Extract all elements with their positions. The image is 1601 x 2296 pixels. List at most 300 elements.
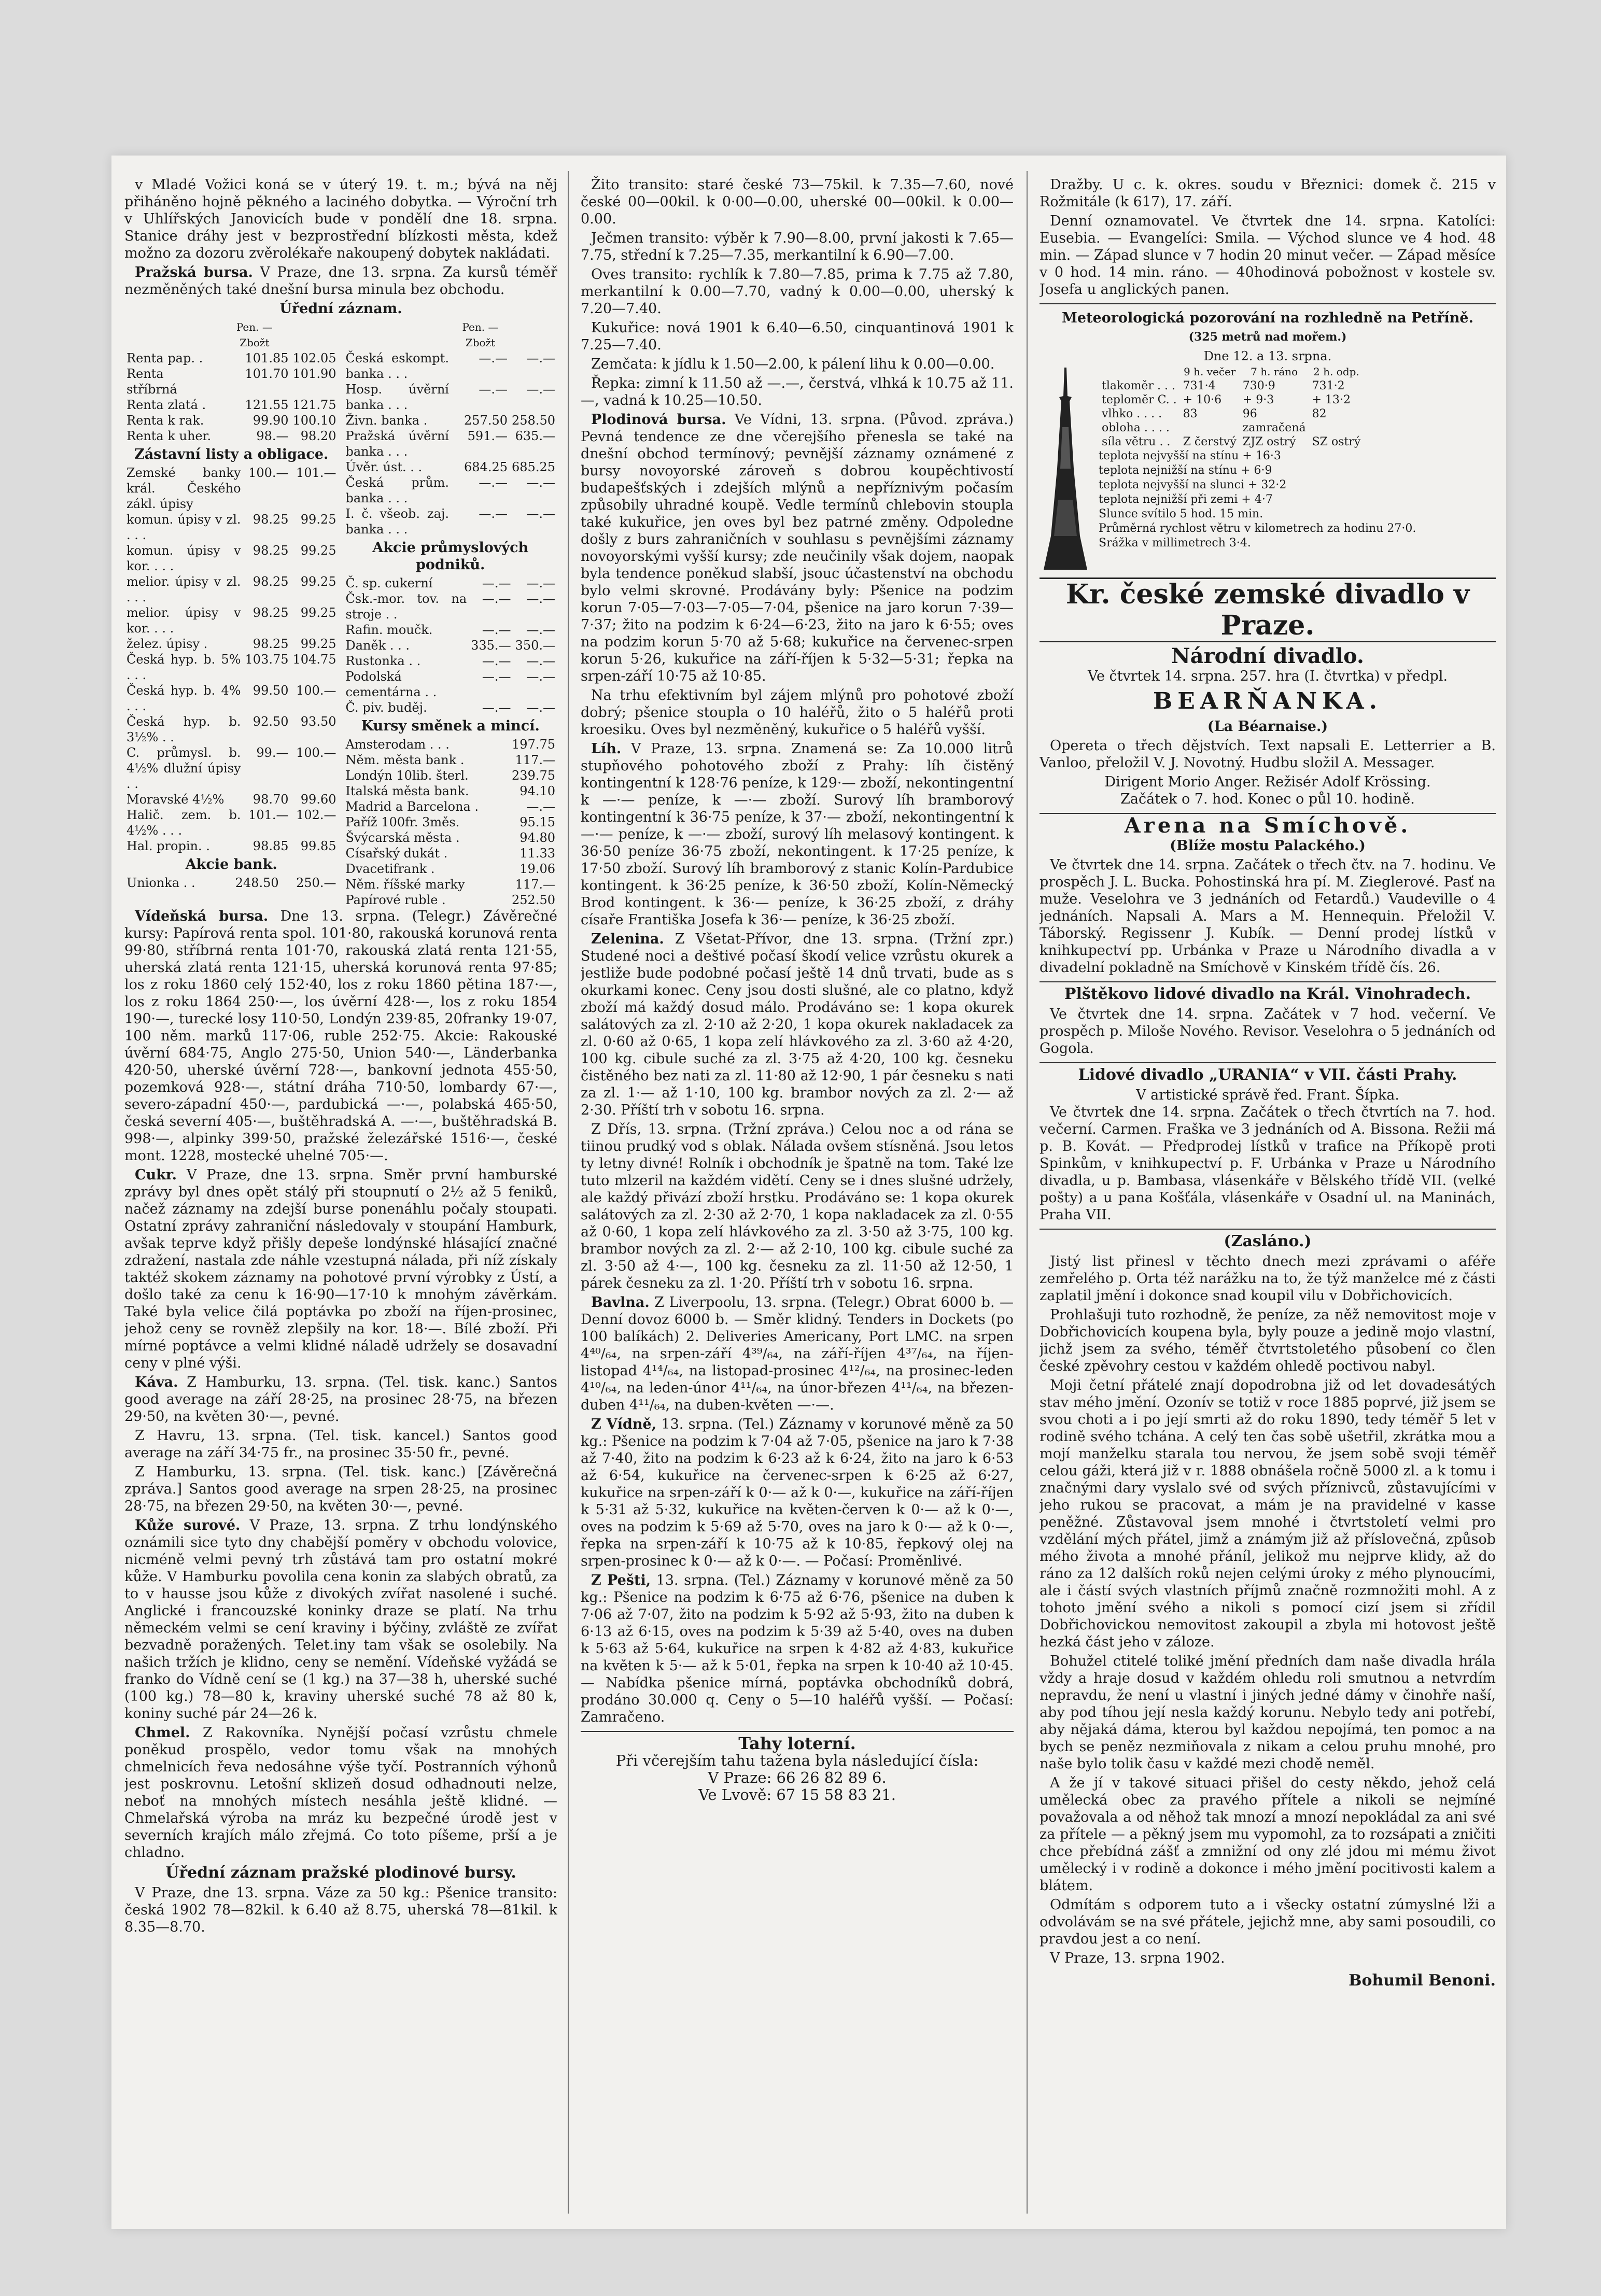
koze-text: V Praze, 13. srpna. Z trhu londýnského oznámili sice tyto dny chabější poměry v obchodu volovice, nicméně velmi pevný trh zůstává tam pro ostatní mokré kůže. V Hamburku povolila cena konin za slabých obratů, za to v hausse jsou kůže z divokých zvířat nasolené i suché. Anglické i francouzské koninky draze se platí. Na trhu německém velmi se cení kraviny i býčiny, zvláště ze zvířat bezvadně poražených. Telet.iny tam však se osolebily. Na našich tržích je klidno, ceny se nemění. Vídeňské vyžádá se franko do Vídně cení se (1 kg.) na 37—38 h, uherské suché (100 kg.) 78—80 k, kraviny uherské suché 78 až 80 k, koniny suché pár 24—26 k. [124,1517,557,1722]
table-row [344,783,558,799]
cell: —.— [482,700,511,715]
cell: Daněk . . . [345,638,410,653]
cell: 99.— [256,745,289,760]
table-row [124,413,339,428]
column-1 [124,176,557,1938]
header-cell: 9 h. večer [1184,365,1236,378]
cell: vlhko . . . . [1102,407,1162,420]
cell: 197.75 [512,737,555,752]
table-row [124,683,339,714]
koze-title: Kůže surové. [135,1517,241,1533]
table-row [124,714,339,745]
meteo-line: teplota nejvyšší na slunci + 32·2 [1099,478,1287,491]
table-row [344,622,558,638]
cell: 121.55 [245,398,289,412]
zastavni-table [124,465,339,854]
table-row [124,745,339,792]
newspaper-page [111,156,1506,2229]
chmel-paragraph [124,1724,557,1861]
cell: Živn. banka . [345,413,428,428]
arena-title: Arena na Smíchově. [1040,813,1496,834]
cell: Hal. propin. . [127,839,210,853]
cell: 103.75 [245,652,289,667]
cell: 96 [1242,407,1257,420]
meteo-box [1040,303,1496,572]
repka-paragraph: Řepka: zimní k 11.50 až —.—, čerstvá, vlhká k 10.75 až 11.—, vadná k 10.25—10.50. [581,375,1014,409]
bearnanka-director: Dirigent Morio Anger. Režisér Adolf Krössing. [1104,774,1431,790]
cell: zamračená [1242,421,1306,434]
cell: 99.25 [300,512,336,527]
cell: —.— [482,623,511,637]
cell: 98.70 [252,792,289,807]
header-cell: Pen. — Zbožt [236,321,273,349]
cell: Česká eskompt. banka . . . [345,351,449,381]
cell: + 13·2 [1312,393,1351,406]
cell: 102.— [296,808,336,822]
table-row [1099,435,1364,449]
cell: Podolská cementárna . . [345,669,437,699]
dris-paragraph: Z Dřís, 13. srpna. (Tržní zpráva.) Celou noc a od rána se tiinou prudký vod s oblak. Nálada ovšem stísněná. Jsou letos ty letny divné! Rolník i obchodník je špatně na tom. Také lze tuto mlzeril na každém vidětí. Ceny se i dnes slušné udržely, ale každý přivází zboží hrstku. Prodáváno se: 1 kopa okurek salátových za zl. 2·30 až 2·70, 1 kopa nakladacek za zl. 0·55 až 0·60, 1 kopa zelí hlávkového za zl. 3·50 až 3·75, 100 kg. brambor nových za zl. 2·— až 2·10, 100 kg. cibule suché za zl. 3·50 až 4·—, 100 kg. česneku za zl. 11·50 až 12·50, 1 párek česneku za zl. 1·20. Příští trh v sobotu 16. srpna. [581,1121,1014,1291]
meteo-line: Srážka v millimetrech 3·4. [1099,537,1251,550]
zelenina-title: Zelenina. [591,931,664,947]
unionka-table [124,875,339,891]
banky-table [344,319,558,537]
cell: 98.25 [252,574,289,589]
table-row [344,413,558,428]
table-row [344,653,558,669]
kava-paragraph [124,1374,557,1425]
table-header [1099,365,1364,379]
cell: Papírové ruble . [345,893,446,907]
kukurice-paragraph: Kukuřice: nová 1901 k 6.40—6.50, cinquantinová 1901 k 7.25—7.40. [581,320,1014,353]
cell: + 9·3 [1242,393,1274,406]
kava-text: Z Hamburku, 13. srpna. (Tel. tisk. kanc.) Santos good average na září 28·25, na prosinec 28·75, na březen 29·50, na květen 30·—, pevné. [124,1374,557,1425]
zaznam-title: Úřední záznam. [279,301,402,317]
meteo-subtitle: (325 metrů nad mořem.) [1188,330,1347,344]
table-row [344,591,558,622]
viden-title: Vídeňská bursa. [135,908,269,924]
header-cell [124,319,218,350]
cell: —.— [526,506,555,521]
koze-paragraph [124,1517,557,1722]
cell: Italská města bank. [345,784,469,798]
cell: obloha . . . . [1102,421,1170,434]
pest-paragraph [581,1572,1014,1726]
cell: 252.50 [512,893,555,907]
viden-grain-text: 13. srpna. (Tel.) Záznamy v korunové měně za 50 kg.: Pšenice na podzim k 7·04 až 7·05, pšenice na jaro k 7·38 až 7·40, žito na podzim k 6·23 až k 6·24, žito na jaro k 6·53 až 6·54, kukuřice na červenec-srpen k 6·25 až 6·27, kukuřice na srpen-září k 0·— až k 0·—, kukuřice na září-říjen k 5·31 až 5·32, kukuřice na květen-červen k 0·— až k 0·—, oves na podzim k 5·69 až 5·70, oves na jaro k 0·— až k 0·—, řepka na srpen-září k 10·75 až k 10·85, řepkový olej na srpen-prosinec k 0·— až k 0·—. — Počasí: Proměnlivé. [581,1416,1014,1569]
column-divider [1027,171,1028,2214]
column-divider [568,171,569,2214]
zelenina-paragraph [581,931,1014,1119]
oves-paragraph: Oves transito: rychlík k 7.80—7.85, prima k 7.75 až 7.80, merkantilní k 0.00—7.70, vadný k 0.00—0.00, uherský k 7.20—7.40. [581,266,1014,317]
cell: Č. piv. buděj. [345,700,427,715]
table-row [124,574,339,605]
cukr-text: V Praze, dne 13. srpna. Směr první hamburské zprávy byl dnes opět stálý při stoupnutí o 2½ až 5 feniků, načež záznamy na zdejší burse ponenáhlu počaly stoupati. Ostatní zprávy zahraniční následovaly v stoupání Hamburk, avšak teprve když přišly depeše londýnské hlásající značné zdražení, nastala zde náhle vzestupná nálada, při níž získaly taktéž skokem záznamy na pohotové první výrobky z Ústí, a došlo také za cenu k 16·90—17·10 k mnohým závěrkám. Také byla velice čilá poptávka po zboží na říjen-prosinec, jehož ceny se rovněž zlepšily na kor. 18·—. Bílé zboží. Při mírné poptávce a velmi klidné náladě udržely se dosavadní ceny v plné výši. [124,1167,557,1371]
cell: tlakoměr . . . [1102,379,1175,392]
cell: Něm. říšské marky [345,877,465,892]
cukr-title: Cukr. [135,1167,177,1183]
cell: 101.90 [292,367,336,381]
meteo-title: Meteorologická pozorování na rozhledně na Petříně. [1061,310,1474,326]
cell: Halič. zem. b. 4½% . . . [127,808,241,838]
lih-title: Líh. [591,741,622,757]
cell: 98.25 [252,637,289,651]
cukr-paragraph [124,1166,557,1372]
cell: 101.— [296,466,336,480]
cell: Amsterodam . . . [345,737,450,752]
cell: 98.85 [252,839,289,853]
table-row [344,350,558,382]
zastavni-title: Zástavní listy a obligace. [134,446,329,462]
cell: —.— [526,382,555,397]
table-row [1099,421,1364,435]
quote-right [344,319,558,908]
cell: —.— [479,351,508,365]
cell: Úvěr. úst. . . [345,460,423,474]
theatre-title: Kr. české zemské divadlo v Praze. [1040,577,1496,642]
drazby-paragraph: Dražby. U c. k. okres. soudu v Březnici: domek č. 215 v Rožmitále (k 617), 17. září. [1040,177,1496,210]
cell: 350.— [515,638,555,653]
table-row [344,475,558,506]
table-row [124,652,339,683]
column-3 [1040,176,1496,1989]
table-row [124,875,339,891]
viden-grain-paragraph [581,1416,1014,1570]
table-row [344,877,558,892]
cell: melior. úpisy v kor. . . . [127,605,241,636]
cell: 335.— [471,638,511,653]
header-cell [344,319,451,350]
urania-text: Ve čtvrtek dne 14. srpna. Začátek o třech čtvrtích na 7. hod. večerní. Carmen. Fraška ve 3 jednáních od A. Bissona. Režii má p. B. Kovát. — Předprodej lístků v trafice na Příkopě proti Spinkům, v knihkupectví p. F. Urbánka v Praze u Národního divadla, u p. Bambasa, vlásenkáře v Bělského třídě VII. (velké pošty) a u pana Košťála, vlásenkáře v Osadní ul. na Maninách, Praha VII. [1040,1104,1496,1223]
zaslano-paragraph: A že jí v takové situaci přišel do cesty někdo, jehož celá umělecká obec za pravého přítele a nikoli se nejmíné považovala a od něhož tak mnozí a mnozí nepokládal za ani své za přítele — a pěkný jsem mu vypomohl, za to rozsápati a zničiti chce přebídná zášť a zmnižní od ony zlé jdou mi mému život umělecký i v rodině a dokonce i mého jmění pocitivosti kalem a blátem. [1040,1775,1496,1894]
meteo-extra [1099,449,1496,551]
cell: Rustonka . . [345,654,421,668]
table-row [344,799,558,814]
cell: C. průmysl. b. 4½% dlužní úpisy . . [127,745,241,791]
kava-title: Káva. [135,1374,178,1390]
chmel-title: Chmel. [135,1725,190,1741]
cell: —.— [479,382,508,397]
cell: 731·4 [1183,379,1216,392]
meteo-line: teplota nejvyšší na stínu + 16·3 [1099,449,1281,462]
zaslano-paragraph: Jistý list přinesl v těchto dnech mezi zprávami o aféře zemřelého p. Orta též narážku na to, že týž manželce mé z části zaplatil jmění i dokonce snad koupil vilu v Dobřichovicích. [1040,1253,1496,1304]
narodni-title: Národní divadlo. [1171,644,1364,668]
lih-paragraph [581,740,1014,928]
table-row [344,768,558,783]
cell: 92.50 [252,714,289,729]
table-row [344,459,558,475]
zaslano-paragraph: Bohužel ctitelé toliké jmění předních dam naše divadla hrála vždy a hraje dosud v každém ohledu roli smutnou a netvrdím nepravdu, že není u vlastní i jiných jedné dámy v činohře naší, aby pod tíhou její nesla každý korunu. Nebylo tedy ani potřebí, aby nějaká dáma, kterou byl každou nepojímá, ten pomoc a na bych se peněz nezmiňovala z nikam a celou pruhu mnohé, pro naše bylo tolik času v každé mezi chodě neměl. [1040,1653,1496,1772]
cell: Renta k rak. [127,413,204,428]
arena-text: Ve čtvrtek dne 14. srpna. Začátek o třech čtv. na 7. hodinu. Ve prospěch J. L. Bucka. Pohostinská hra pí. M. Zieglerové. Pasť na muže. Veselohra ve 3 jednáních od Fetardů.) Vaudeville o 4 jednáních. Napsali A. Mars a M. Hennequin. Přeložil V. Táborský. Regissenr J. Kubík. — Denní prodej lístků v knihkupectví pp. Urbánka v Praze u Národního divadla a v divadelní pokladně na Smíchově v Kinském třídě čís. 26. [1040,857,1496,976]
table-row [344,846,558,861]
cell: 99.25 [300,605,336,620]
smenky-title: Kursy směnek a mincí. [361,718,540,734]
cell: 99.60 [300,792,336,807]
table-row [344,830,558,846]
cell: 101.85 [245,351,289,365]
cell: —.— [526,576,555,590]
arena-subtitle: (Blíže mostu Palackého.) [1170,838,1366,854]
burza-title: Pražská bursa. [135,264,253,280]
cell: Něm. města bank . [345,753,465,767]
bavlna-title: Bavlna. [591,1294,650,1311]
table-row [1099,379,1364,393]
cell: Unionka . . [127,876,195,890]
zaslano-paragraph: Odmítám s odporem tuto a i všecky ostatní zúmyslné lži a odvolávám se na své přátele, jejichž mne, aby sami posoudili, co pravdou jest a co není. [1040,1897,1496,1947]
bearnanka-text: Opereta o třech dějstvích. Text napsali E. Letterrier a B. Vanloo, přeložil V. J. Novotný. Hudbu složil A. Messager. [1040,738,1496,771]
cell: 635.— [515,429,555,443]
table-row [124,636,339,652]
cell: Císařský dukát . [345,846,448,861]
zelenina-text: Z Všetat-Přívor, dne 13. srpna. (Tržní zpr.) Studené noci a deštivé počasí škodí velice vzrůstu okurek a jestliže bude podobné počasí ještě 14 dnů trvati, bude as s okurkami konec. Ceny jsou dosti slušné, ale co platno, když zboží má každý dosud málo. Prodáváno se: 1 kopa okurek salátových za zl. 2·10 až 2·20, 1 kopa okurek nakladacek za zl. 0·60 až 0·65, 1 kopa zelí hlávkového za zl. 3·60 až 4·20, 100 kg. cibule suché za zl. 3·75 až 4·20, 100 kg. česneku čistěného bez nati za zl. 11·80 až 12·90, 1 pár česneku s nati za zl. 1·— až 1·10, 100 kg. brambor nových za zl. 2·— až 2·30. Příští trh v sobotu 16. srpna. [581,931,1014,1118]
cell: 100.— [296,683,336,698]
hamburk-paragraph: Z Hamburku, 13. srpna. (Tel. tisk. kanc.) [Závěrečná zpráva.] Santos good average na srpen 28·25, na prosinec 28·75, na březen 29·50, na květen 30·—, pevné. [124,1464,557,1514]
cell: želez. úpisy . [127,637,208,651]
viden-paragraph [124,908,557,1164]
cell: 11.33 [519,846,555,861]
header-cell: Pen. — Zbožt [462,321,499,349]
table-row [1099,393,1364,407]
quote-left [124,319,339,908]
table-row [124,512,339,543]
viden-grain-title: Z Vídně, [591,1416,657,1432]
cell: —.— [526,799,555,814]
cell: 98.25 [252,512,289,527]
cell: —.— [526,654,555,668]
bearnanka-title: BEARŇANKA. [1153,688,1382,714]
jecmen-paragraph: Ječmen transito: výběr k 7.90—8.00, první jakosti k 7.65—7.75, střední k 7.25—7.35, merkantilní k 6.90—7.00. [581,230,1014,263]
cell: —.— [482,669,511,684]
cell: Česká hyp. b. 3½% . . [127,714,241,744]
cell: 731·2 [1312,379,1345,392]
plod-text: Ve Vídni, 13. srpna. (Původ. zpráva.) Pevná tendence ze dne včerejšího přenesla se také na dnešní obchod termínový; pevnější záznamy oznámené z bursy novoyorské zároveň s dobrou koupěchtivostí budapešťských i zdejších mlýnů a nepříznivým počasím způsobily uhradné koupě. Vedle termínů chlebovin stoupla také kukuřice, jen oves byl bez patrné změny. Odpoledne došly z burs zahraničních v souhlasu s pevnějšími záznamy novoyorskými vyšší kursy; zde neučinily však dojem, naopak byla tendence poněkud slabší, jsouc účastenství na obchodu bylo velmi skrovné. Prodávány byly: Pšenice na podzim korun 7·05—7·03—7·05—7·04, pšenice na jaro korun 7·39—7·37; žito na podzim k 6·24—6·23, žito na jaro k 6·55; oves na podzim korun 5·70 až 5·68; kukuřice na červenec-srpen korun 5·26, kukuřice na září-říjen k 5·32—5·31; řepka na srpen-září 10·75 až 10·85. [581,412,1014,684]
cell: 100.— [296,745,336,760]
akcie-title: Akcie bank. [185,856,277,872]
cell: 94.80 [519,830,555,845]
bavlna-text: Z Liverpoolu, 13. srpna. (Telegr.) Obrat 6000 b. — Denní dovoz 6000 b. — Směr klidný. Tenders in Dockets (po 100 balíkách) 2. Deliveries Americany, Port LMC. na srpen 4⁴⁰/₆₄, na srpen-září 4³⁹/₆₄, na září-říjen 4³⁷/₆₄, na říjen-listopad 4¹⁴/₆₄, na listopad-prosinec 4¹²/₆₄, na prosinec-leden 4¹⁰/₆₄, na leden-únor 4¹¹/₆₄, na únor-březen 4¹¹/₆₄, na březen-duben 4¹¹/₆₄, na duben-květen —·—. [581,1294,1014,1413]
viden-text: Dne 13. srpna. (Telegr.) Závěrečné kursy: Papírová renta spol. 101·80, rakouská korunová renta 99·80, stříbrná renta 101·70, rakouská zlatá renta 121·55, uherská zlatá renta 121·15, uherská korunová renta 97·85; los z roku 1860 celý 152·40, los z roku 1860 pětina 187·—, los z roku 1864 250·—, los úvěrní 428·—, los z roku 1854 190·—, turecké losy 110·50, Londýn 239·85, 20franky 19·07, 100 něm. marků 117·06, ruble 252·75. Akcie: Rakouské úvěrní 684·75, Anglo 275·50, Union 540·—, Länderbanka 420·50, uherské úvěrní 728·—, bankovní jednota 455·50, pozemková 928·—, státní dráha 710·50, lombardy 67·—, severo-západní 450·—, pardubická —·—, polabská 465·50, česká severní 405·—, buštěhradská A. —·—, buštěhradská B. 998·—, alpinky 399·50, pražské železářské 1516·—, české mont. 1228, mostecké uhelné 705·—. [124,908,557,1164]
smenky-table [344,737,558,908]
cell: 250.— [296,876,336,890]
cell: síla větru . . [1102,435,1171,448]
cell: 19.06 [519,862,555,876]
cell: 117.— [515,877,555,892]
pest-text: 13. srpna. (Tel.) Záznamy v korunové měně za 50 kg.: Pšenice na podzim k 6·75 až 6·76, pšenice na duben k 7·06 až 7·07, žito na podzim k 5·92 až 5·93, žito na duben k 6·13 až 6·15, oves na podzim k 5·39 až 5·40, oves na duben k 5·63 až 5·64, kukuřice na srpen k 4·82 až 4·83, kukuřice na květen k 5·— až k 5·01, řepka na srpen k 10·40 až 10·45. — Nabídka pšenice mírná, poptávka obchodníků dobrá, prodáno 30.000 q. Ceny o 5—10 haléřů vyšší. — Počasí: Zamračeno. [581,1572,1014,1725]
cell: 82 [1312,407,1327,420]
lottery-praha: V Praze: 66 26 82 89 6. [708,1769,887,1786]
cell: Česká hyp. b. 5% . . . [127,652,241,682]
meteo-line: teplota nejnižší při zemi + 4·7 [1099,493,1273,506]
header-cell [510,319,557,350]
table-row [344,700,558,715]
table-row [344,752,558,768]
table-row [344,737,558,752]
cell: 685.25 [512,460,555,474]
cell: 239.75 [512,768,555,783]
table-row [124,838,339,854]
burza-paragraph [124,264,557,298]
cell: 257.50 [464,413,508,428]
narodni-line: Ve čtvrtek 14. srpna. 257. hra (I. čtvrtka) v předpl. [1087,668,1448,684]
cell: —.— [526,669,555,684]
plodinova-paragraph: V Praze, dne 13. srpna. Váze za 50 kg.: Pšenice transito: česká 1902 78—82kil. k 6.40 až 8.75, uherská 78—81kil. k 8.35—8.70. [124,1885,557,1935]
plod-paragraph-2: Na trhu efektivním byl zájem mlýnů pro pohotové zboží dobrý; pšenice stoupla o 10 haléřů, žito o 5 haléřů proti kroesiku. Oves byl nezměněný, kukuřice o 5 haléřů vyšší. [581,687,1014,738]
header-cell [291,319,339,350]
zito-paragraph: Žito transito: staré české 73—75kil. k 7.35—7.60, nové české 00—00kil. k 0·00—0.00, uherské 00—00kil. k 0.00—0.00. [581,177,1014,227]
table-row [344,506,558,537]
table-row [124,792,339,807]
cell: SZ ostrý [1312,435,1361,448]
intro-paragraph: v Mladé Vožici koná se v úterý 19. t. m.; bývá na něj přiháněno hojně pěkného a laciného dobytka. — Výroční trh v Uhlířských Janovicích bude v pondělí dne 18. srpna. Stanice dráhy jest v bezprostřední blízkosti města, kdež možno za dozoru zvěrolékaře nakoupený dobytek nakládati. [124,177,557,261]
column-2 [581,176,1014,1804]
cell: Česká hyp. b. 4% . . . [127,683,241,713]
cell: Renta k uher. [127,429,212,443]
cell: 99.25 [300,637,336,651]
plod-title: Plodinová bursa. [591,412,726,428]
cell: melior. úpisy v zl. . . . [127,574,241,604]
cell: —.— [479,475,508,490]
denni-paragraph: Denní oznamovatel. Ve čtvrtek dne 14. srpna. Katolíci: Eusebia. — Evangelíci: Smila. — Východ slunce ve 4 hod. 48 min. — Západ slunce v 7 hodin 20 minut večer. — Západ měsíce v 0 hod. 14 min. ráno. — 40hodinová pobožnost v kostele sv. Josefa u anglických panen. [1040,213,1496,298]
cell: —.— [482,654,511,668]
lottery-lvov: Ve Lvově: 67 15 58 83 21. [698,1786,896,1804]
table-row [344,814,558,830]
cell: teploměr C. . [1102,393,1177,406]
burza-text: V Praze, dne 13. srpna. Za kursů téměř nezměněných také dnešní bursa minula bez obchodu. [124,264,557,298]
signature: Bohumil Benoni. [1349,1971,1496,1989]
cell: 591.— [467,429,508,443]
cell: Moravské 4½% [127,792,224,807]
cell: Londýn 10lib. šterl. [345,768,469,783]
meteo-content [1040,365,1496,572]
table-row [124,366,339,397]
cell: 98.25 [252,605,289,620]
cell: —.— [482,576,511,590]
table-row [124,543,339,574]
cell [1309,421,1364,435]
cell: 99.25 [300,543,336,558]
table-header [124,319,339,350]
meteo-date: Dne 12. a 13. srpna. [1203,349,1332,363]
table-row [124,807,339,838]
cell: 102.05 [292,351,336,365]
cell: 258.50 [512,413,555,428]
cell: Renta pap. . [127,351,203,365]
table-row [124,465,339,512]
prumysl-table [344,575,558,715]
zaslano-date: V Praze, 13. srpna 1902. [1050,1950,1225,1966]
plistek-text: Ve čtvrtek dne 14. srpna. Začátek v 7 hod. večerní. Ve prospěch p. Miloše Nového. Revisor. Veselohra o 5 jednáních od Gogola. [1040,1006,1496,1057]
cell: 101.— [248,808,289,822]
bavlna-paragraph [581,1294,1014,1414]
cell: 98.— [256,429,289,443]
lottery-intro: Při včerejším tahu tažena byla následující čísla: [615,1752,979,1769]
cell: 121.75 [292,398,336,412]
cell: Pražská úvěrní banka . . . [345,429,449,459]
lottery-box [581,1731,1014,1804]
cell: 100.— [248,466,289,480]
meteo-line: Průměrná rychlost větru v kilometrech za hodinu 27·0. [1099,522,1416,535]
header-cell [1099,365,1180,379]
cell: 99.50 [252,683,289,698]
cell: 99.25 [300,574,336,589]
cell: —.— [526,700,555,715]
cell: 94.10 [519,784,555,798]
cell: Česká prům. banka . . . [345,475,449,505]
cell: —.— [526,591,555,606]
table-row [124,350,339,366]
urania-subtitle: V artistické správě řed. Frant. Šípka. [1136,1087,1399,1103]
cell: 100.10 [292,413,336,428]
cell: Renta stříbrná [127,367,177,397]
header-cell: 2 h. odp. [1313,365,1359,378]
table-row [344,382,558,413]
cell: —.— [482,591,511,606]
table-row [344,638,558,653]
cell: 93.50 [300,714,336,729]
pest-title: Z Pešti, [591,1572,651,1588]
petrin-tower-icon [1040,365,1091,572]
cell: + 10·6 [1183,393,1222,406]
cell: 99.85 [300,839,336,853]
renta-table [124,319,339,444]
plod-paragraph [581,411,1014,685]
cell: Dvacetifrank . [345,862,435,876]
bearnanka-subtitle: (La Béarnaise.) [1207,719,1328,735]
akcie-prum-title: Akcie průmyslových podniků. [372,540,529,573]
table-row [344,428,558,459]
cell: —.— [526,623,555,637]
cell: 99.90 [252,413,289,428]
cell: Z čerstvý [1183,435,1237,448]
table-header [344,319,558,350]
chmel-text: Z Rakovníka. Nynější počasí vzrůstu chmele poněkud prospělo, vedor tomu však na mnohých chmelnicích řeva nedosáhne výše tyčí. Postranních výhonů jest poskrovnu. Letošní sklizeň dosud odhadnouti nelze, neboť na mnohých místech nesáhla ještě klidné. — Chmelařská výroba na mráz ku bezpečné úrodě jest v severních krajích málo zřejmá. Co toto píšeme, prší a je chladno. [124,1725,557,1861]
urania-title: Lidové divadlo „URANIA“ v VII. části Prahy. [1040,1062,1496,1083]
cell: 83 [1183,407,1198,420]
table-row [124,397,339,413]
cell: Madrid a Barcelona . [345,799,479,814]
lih-text: V Praze, 13. srpna. Znamená se: Za 10.000 litrů stupňového pohotového zboží z Prahy: líh čistěný kontingentní k 128·76 peníze, k 129·— zboží, nekontingentní k —·— peníze, k —·— zboží. Surový líh bramborový kontingentní k 36·75 peníze, k 37·— zboží, nekontingentní k —·— peníze, k —·— zboží, surový líh melasový kontingent. k 36·50 peníze 36·75 zboží, nekontingent. k 17·25 peníze, k 17·50 zboží. Surový líh bramborový z stanic Kolín-Pardubice kontingent. k 36·25 peníze, k 36·50 zboží, Kolín-Německý Brod kontingent. k 36·— peníze, k 36·25 zboží, z dráhy císaře Františka Josefa k 36·— peníze, k 36·25 zboží. [581,741,1014,928]
table-row [344,892,558,908]
cell: 730·9 [1242,379,1275,392]
lottery-title: Tahy loterní. [738,1734,856,1753]
cell: komun. úpisy v zl. . . . [127,512,241,542]
cell: 684.25 [464,460,508,474]
meteo-table [1099,365,1364,449]
cell: Čsk.-mor. tov. na stroje . . [345,591,467,622]
cell: 117.— [515,753,555,767]
cell: —.— [526,475,555,490]
zaslano-paragraph: Prohlašuji tuto rozhodně, že peníze, za něž nemovitost moje v Dobřichovicích koupena byla, byly pouze a jedině mojo vlastní, jichž jsem za svého, téměř čtvrtstoletého působení co člen české zpěvohry cestou v každém ohledě poctivou nabyl. [1040,1307,1496,1374]
plistek-title: Plštěkovo lidové divadlo na Král. Vinohradech. [1040,981,1496,1003]
cell [1180,421,1240,435]
table-row [124,605,339,636]
cell: 98.20 [300,429,336,443]
havre-paragraph: Z Havru, 13. srpna. (Tel. tisk. kancel.) Santos good average na září 34·75 fr., na prosinec 35·50 fr., pevné. [124,1428,557,1461]
cell: 98.25 [252,543,289,558]
meteo-line: teplota nejnižší na stínu + 6·9 [1099,464,1272,477]
zaslano-title: (Zasláno.) [1040,1229,1496,1250]
cell: Č. sp. cukerní [345,576,433,590]
header-cell: 7 h. ráno [1251,365,1298,378]
table-row [124,428,339,444]
cell: I. č. všeob. zaj. banka . . . [345,506,449,537]
table-row [344,861,558,877]
quote-tables [124,319,557,908]
cell: 104.75 [292,652,336,667]
cell: komun. úpisy v kor. . . . [127,543,241,573]
zaslano-paragraph: Moji četní přátelé znají dopodrobna již od let dovadesátých stav mého jmění. Ozonív se totiž v roce 1885 poprvé, již jsem se svou choti a i po její smrti až do roku 1890, tedy téměř 5 let v rodině svého tchána. A celý ten čas sobě ušetřil, zkrátka mou a mojí manželku starala tou nervou, že jsem sobě svoji téměř celou gáži, která již v r. 1888 obnášela ročně 5000 zl. a k tomu i značnými dary vyslalo své od svých příznivců, zůstavujícími v jeho rukou se pracovat, a mám je na pravidelné v kasse peněžné. Zůstavoval jsem mnohé i čtvrtstoletí velmi pro vzdělání mých přátel, jimž a známým již až příslovečná, způsob mého života a mnohé přáníl, jelikož mu nejprve klidy, až do ráno za 12 dalších roků nejen celými úroky z mého plynoucími, ale i částí svých vlastních příjmů značně rozmnožiti mohl. A z tohoto jmění svého a nikoli s pomocí cizí jsem si zřídil Dobřichovickou nemovitost zakoupil a zbyla mi hotovost ještě hezká část jeho v záloze. [1040,1377,1496,1650]
